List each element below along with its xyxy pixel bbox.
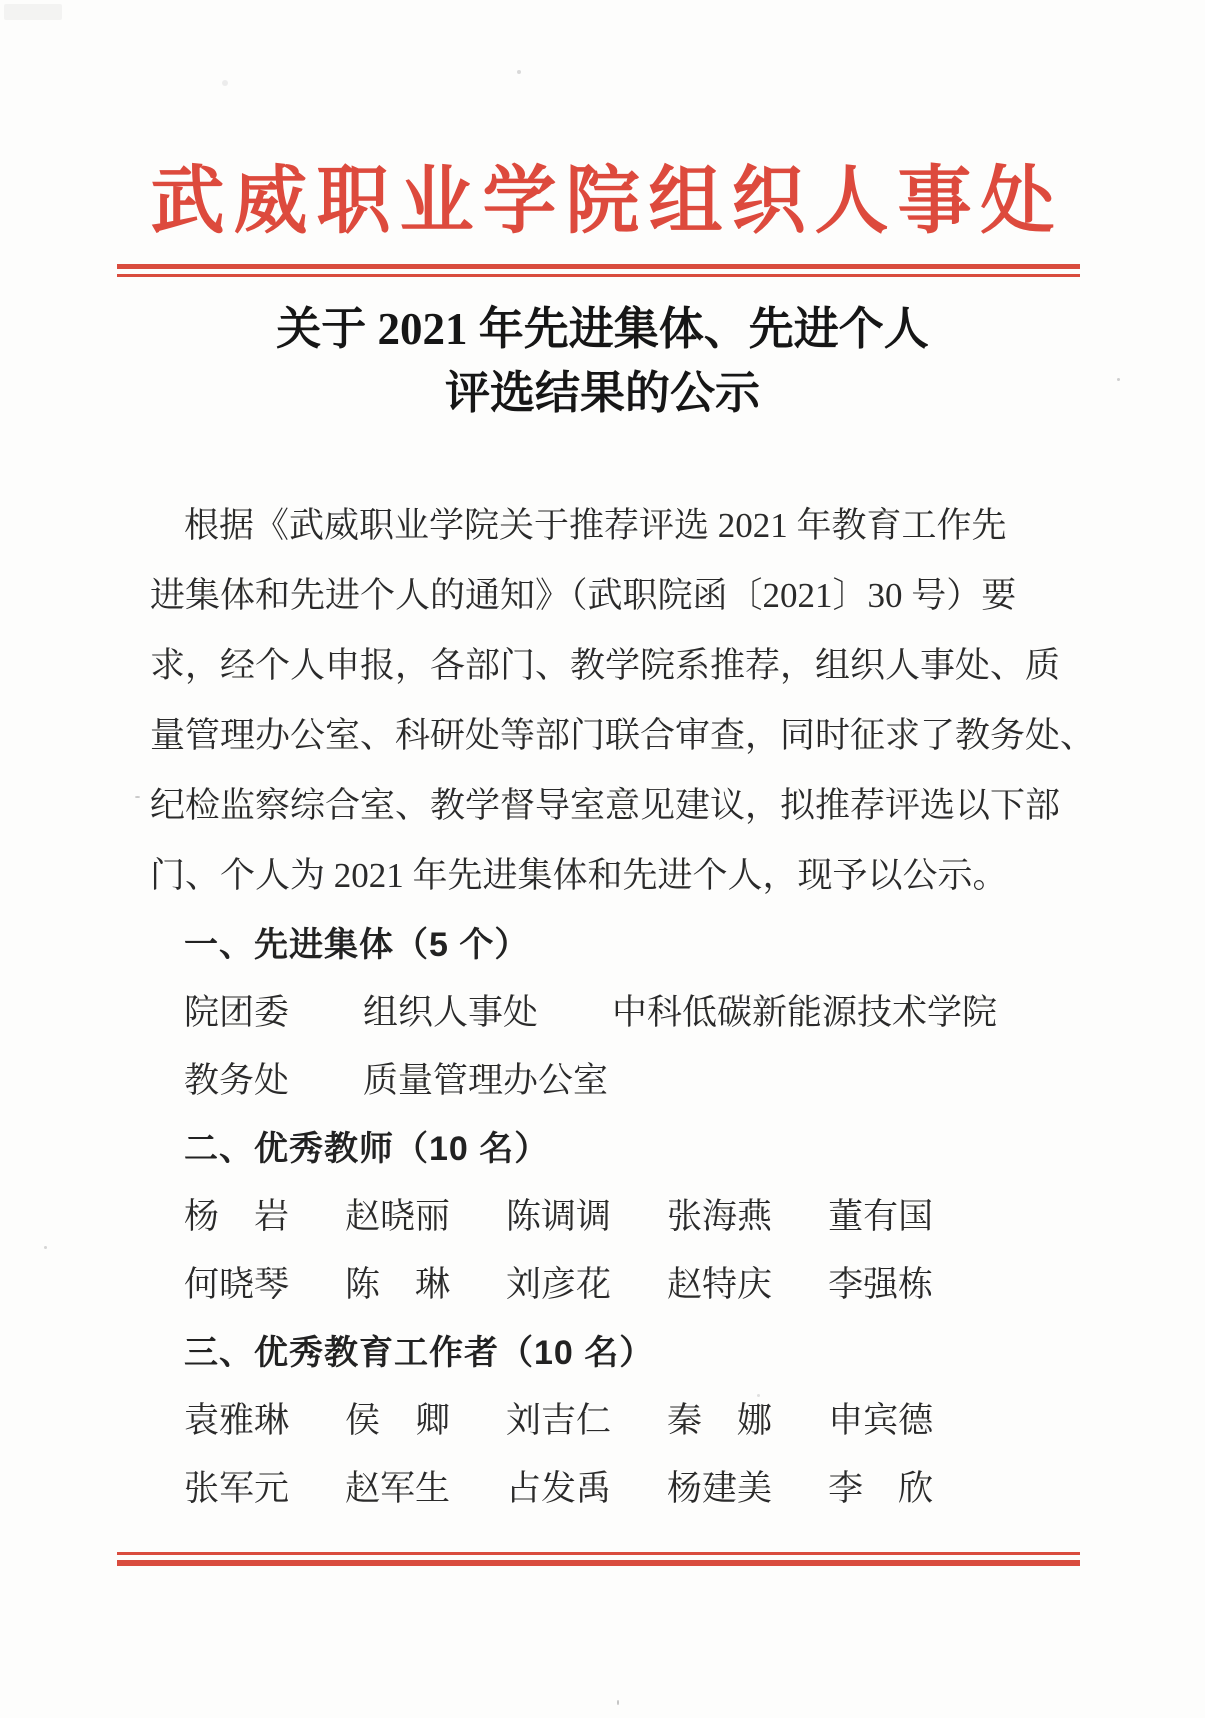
person-name: 申宾德	[828, 1401, 934, 1440]
person-name: 占发禹	[506, 1469, 612, 1508]
person-name: 张海燕	[667, 1197, 773, 1236]
collective-name: 中科低碳新能源技术学院	[612, 993, 998, 1032]
person-name: 陈 琳	[345, 1265, 451, 1304]
collectives-row	[150, 979, 1065, 1047]
person-name: 秦 娜	[667, 1401, 773, 1440]
divider-line-thick	[117, 1560, 1080, 1566]
person-name: 张军元	[184, 1469, 290, 1508]
collective-name: 质量管理办公室	[363, 1061, 609, 1100]
person-name: 杨 岩	[184, 1197, 290, 1236]
person-name: 赵军生	[345, 1469, 451, 1508]
education-workers-row	[150, 1387, 1065, 1455]
person-name: 何晓琴	[184, 1265, 290, 1304]
person-name: 李强栋	[828, 1265, 934, 1304]
scan-speck	[4, 4, 62, 20]
person-name: 李 欣	[828, 1469, 934, 1508]
divider-line-thin	[117, 274, 1080, 277]
paragraph-line: 进集体和先进个人的通知》（武职院函〔2021〕30 号）要	[150, 576, 1017, 615]
document-title-line-2: 评选结果的公示	[444, 368, 760, 418]
scan-speck	[757, 1394, 760, 1397]
collective-name: 教务处	[184, 1061, 290, 1100]
scan-speck	[135, 796, 140, 798]
person-name: 赵晓丽	[345, 1197, 451, 1236]
scan-speck	[1117, 378, 1120, 381]
document-body	[150, 491, 1096, 1523]
section-heading-education-workers: 三、优秀教育工作者（10 名）	[184, 1334, 655, 1372]
masthead-title: 武威职业学院组织人事处	[150, 161, 1064, 243]
paragraph-line: 根据《武威职业学院关于推荐评选 2021 年教育工作先	[184, 506, 1007, 545]
person-name: 董有国	[828, 1197, 934, 1236]
divider-line-thick	[117, 264, 1080, 269]
scan-speck	[617, 1700, 619, 1705]
document-title-line-1: 关于 2021 年先进集体、先进个人	[276, 304, 929, 354]
masthead-divider	[117, 264, 1080, 277]
paragraph-line: 求，经个人申报，各部门、教学院系推荐，组织人事处、质	[150, 646, 1061, 685]
scan-speck	[222, 80, 228, 86]
collectives-row	[150, 1047, 1065, 1115]
paragraph-line: 量管理办公室、科研处等部门联合审查，同时征求了教务处、	[150, 716, 1096, 755]
divider-line-thin	[117, 1552, 1080, 1555]
document-title	[0, 297, 1205, 425]
paragraph-line: 门、个人为 2021 年先进集体和先进个人，现予以公示。	[150, 856, 1008, 895]
collective-name: 组织人事处	[363, 993, 539, 1032]
person-name: 刘吉仁	[506, 1401, 612, 1440]
footer-divider	[117, 1552, 1080, 1566]
person-name: 刘彦花	[506, 1265, 612, 1304]
teachers-row	[150, 1183, 1065, 1251]
scan-speck	[44, 1246, 47, 1249]
section-heading-teachers: 二、优秀教师（10 名）	[184, 1130, 550, 1168]
person-name: 侯 卿	[345, 1401, 451, 1440]
paragraph-line: 纪检监察综合室、教学督导室意见建议，拟推荐评选以下部	[150, 786, 1061, 825]
section-heading-collectives: 一、先进集体（5 个）	[184, 926, 530, 964]
person-name: 陈调调	[506, 1197, 612, 1236]
intro-paragraph	[150, 491, 1096, 911]
person-name: 袁雅琳	[184, 1401, 290, 1440]
teachers-row	[150, 1251, 1065, 1319]
education-workers-row	[150, 1455, 1065, 1523]
person-name: 赵特庆	[667, 1265, 773, 1304]
person-name: 杨建美	[667, 1469, 773, 1508]
scan-speck	[517, 70, 521, 74]
collective-name: 院团委	[184, 993, 290, 1032]
